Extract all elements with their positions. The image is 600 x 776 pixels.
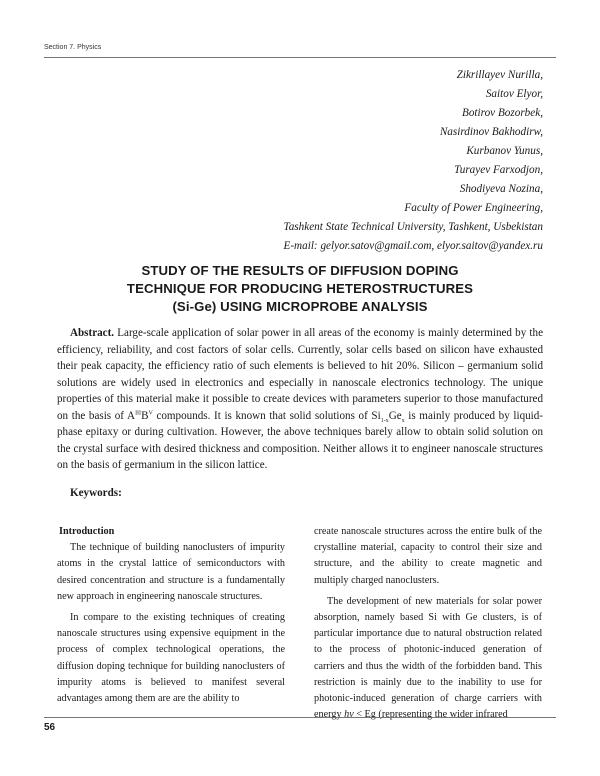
body-text: The development of new materials for solar power absorption, namely based Si with Ge clusters, is of particular importance due to natural obstruction related to the process of photonic-induced generation of carriers and thus the width of the forbidden band. This restriction is mainly due to the inability to use for photonic-induced generation of charge carriers with energy [314, 595, 542, 721]
author-line: Saitov Elyor, [485, 88, 543, 100]
math-symbol: hv [344, 709, 354, 721]
body-paragraph: In compare to the existing techniques of creating nanoscale structures using expensive equipment in the process of complex technological operations, the diffusion doping technique for building nanoclusters of impurity atoms is believed to manifest several advantages among them are are the ability to [57, 612, 285, 705]
right-column [314, 524, 542, 723]
body-paragraph: The technique of building nanoclusters of impurity atoms in the crystal lattice of semiconductors with desired concentration and structure is a fundamentally new approach in engineering nanoscale structures. [57, 542, 285, 602]
paper-title [44, 262, 556, 316]
page-number: 56 [44, 722, 56, 733]
keywords-label: Keywords: [70, 487, 122, 499]
abstract-text: is mainly produced by liquid-phase epitaxy or during cultivation. However, the above techniques barely allow to obtain solid solution on the crystal surface with desired thickness and composition. Neither allows it to engineer nanoscale structures on the basis of germanium in the silicon lattice. [57, 409, 544, 471]
title-line: (Si-Ge) USING MICROPROBE ANALYSIS [172, 299, 428, 314]
abstract-text: B [141, 409, 149, 422]
title-line: TECHNIQUE FOR PRODUCING HETEROSTRUCTURES [126, 281, 474, 296]
abstract-text: Large-scale application of solar power in all areas of the economy is mainly determined by the efficiency, reliability, and cost factors of solar cells. Currently, solar cells based on silicon have exhausted their peak capacity, the efficiency ratio of such elements is believed to hit 20%. Silicon – germanium solid solutions are widely used in electronics and especially in nanoscale electronics technology. The unique properties of this material make it possible to create devices with parameters superior to those manufactured on the basis of A [57, 327, 543, 422]
author-line: Nasirdinov Bakhodirw, [439, 126, 543, 138]
affiliation-faculty: Faculty of Power Engineering, [404, 202, 543, 214]
affiliation-university: Tashkent State Technical University, Tashkent, Usbekistan [283, 221, 543, 233]
title-line: STUDY OF THE RESULTS OF DIFFUSION DOPING [141, 263, 459, 278]
header-rule [44, 57, 556, 58]
running-header: Section 7. Physics [44, 44, 102, 51]
author-block [283, 66, 543, 256]
abstract-text: Ge [388, 409, 402, 422]
author-line: Shodiyeva Nozina, [459, 183, 543, 195]
body-text: < Eg (representing the wider infrared [353, 709, 508, 721]
superscript: III [135, 409, 142, 416]
abstract-text: compounds. It is known that solid solutions of Si [152, 409, 381, 422]
abstract [57, 325, 543, 474]
author-line: Zikrillayev Nurilla, [456, 69, 543, 81]
section-heading-introduction: Introduction [59, 526, 115, 537]
subscript: x [401, 417, 405, 424]
subscript: 1-x [380, 417, 389, 424]
body-paragraph [314, 594, 542, 724]
author-line: Kurbanov Yunus, [466, 145, 543, 157]
footer-rule [44, 717, 556, 718]
author-line: Turayev Farxodjon, [454, 164, 543, 176]
author-email: E-mail: gelyor.satov@gmail.com, elyor.saitov@yandex.ru [283, 240, 543, 252]
left-column [57, 524, 285, 707]
abstract-label: Abstract. [70, 327, 115, 339]
body-paragraph: create nanoscale structures across the entire bulk of the crystalline material, capacity to control their size and structure, and the ability to create magnetic and multiply charged nanoclusters. [314, 526, 542, 586]
superscript: V [148, 409, 153, 416]
author-line: Botirov Bozorbek, [462, 107, 543, 119]
